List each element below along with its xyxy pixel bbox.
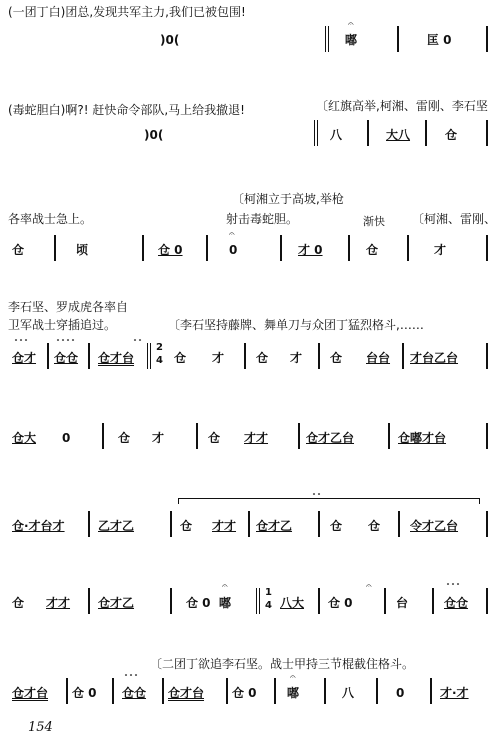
barline (486, 343, 488, 369)
note: 仓 0 (232, 686, 257, 700)
tremolo-dots: ˚˚ (133, 339, 143, 348)
note: 顷 (76, 243, 89, 257)
barline (486, 423, 488, 449)
note: 仓才乙 (256, 519, 293, 533)
barline (66, 678, 68, 704)
double-barline (256, 588, 260, 614)
note: 嘟 (345, 33, 358, 47)
note: 嘟 (219, 596, 232, 610)
note: 仓才台 (98, 351, 135, 365)
barline (486, 26, 488, 52)
barline (486, 511, 488, 537)
barline (376, 678, 378, 704)
fermata-icon: 𝄐 (348, 19, 354, 30)
note: 仓 (118, 431, 131, 445)
note: )0( (144, 128, 164, 142)
tremolo-dots: ˚˚ (312, 493, 322, 502)
note: 仓才 (12, 351, 37, 365)
note: 嘟 (287, 686, 300, 700)
note: 才台乙台 (410, 351, 459, 365)
note: 才才 (212, 519, 237, 533)
stage-direction-2: 〔柯湘立于高坡,举枪 (232, 192, 344, 206)
barline (88, 588, 90, 614)
barline (486, 120, 488, 146)
note: 仓 (366, 243, 379, 257)
barline (274, 678, 276, 704)
barline (384, 588, 386, 614)
note: 仓仓 (444, 596, 469, 610)
note: 才 (290, 351, 303, 365)
fermata-icon: 𝄐 (222, 581, 228, 592)
note: 才才 (46, 596, 71, 610)
note: 仓 0 (158, 243, 183, 257)
note: 仓·才台才 (12, 519, 65, 533)
note: 台台 (366, 351, 391, 365)
note: 令才乙台 (410, 519, 459, 533)
note: 才 (434, 243, 447, 257)
stage-direction-8: 〔李石坚持藤牌、舞单刀与众团丁猛烈格斗,…… (168, 318, 424, 332)
note: 仓 (174, 351, 187, 365)
fermata-icon: 𝄐 (366, 581, 372, 592)
note: 仓仓 (122, 686, 147, 700)
note: 仓 (180, 519, 193, 533)
note: 仓大 (12, 431, 37, 445)
barline (162, 678, 164, 704)
page-number: 154 (28, 720, 53, 735)
note: 仓 0 (72, 686, 97, 700)
stage-direction-6: 李石坚、罗成虎各率自 (8, 300, 129, 314)
time-sig-denominator: 4 (156, 355, 163, 366)
note: 才 (152, 431, 165, 445)
barline (112, 678, 114, 704)
note: 0 (229, 243, 238, 257)
note: 才才 (244, 431, 269, 445)
barline (47, 343, 49, 369)
note: 仓仓 (54, 351, 79, 365)
tie-end (178, 498, 179, 504)
barline (170, 511, 172, 537)
note: 仓 (12, 596, 25, 610)
barline (367, 120, 369, 146)
note: 台 (396, 596, 409, 610)
note: 八 (342, 686, 355, 700)
barline (206, 235, 208, 261)
barline (398, 511, 400, 537)
barline (142, 235, 144, 261)
barline (88, 511, 90, 537)
note: 乙才乙 (98, 519, 135, 533)
barline (388, 423, 390, 449)
barline (486, 235, 488, 261)
barline (244, 343, 246, 369)
fermata-icon: 𝄐 (290, 672, 296, 683)
barline (407, 235, 409, 261)
fermata-icon: 𝄐 (229, 229, 235, 240)
barline (280, 235, 282, 261)
tie-end (479, 498, 480, 504)
stage-direction-1: 〔红旗高举,柯湘、雷刚、李石坚 (316, 99, 488, 113)
note: 仓 (330, 519, 343, 533)
note: 仓嘟才台 (398, 431, 447, 445)
note: 0 (62, 431, 71, 445)
barline (430, 678, 432, 704)
note: 八大 (280, 596, 305, 610)
stage-text-2: (毒蛇胆白)啊?! 赶快命令部队,马上给我撤退! (8, 103, 245, 117)
tremolo-dots: ˚˚˚ (124, 674, 139, 683)
double-barline (325, 26, 329, 52)
note: 大八 (386, 128, 411, 142)
time-sig-numerator: 1 (265, 587, 272, 598)
barline (432, 588, 434, 614)
note: 仓才台 (168, 686, 205, 700)
note: 仓才乙 (98, 596, 135, 610)
note: 八 (330, 128, 343, 142)
barline (486, 588, 488, 614)
stage-text-1: (一团丁白)团总,发现共军主力,我们已被包围! (8, 5, 246, 19)
note: 才·才 (440, 686, 469, 700)
stage-direction-9: 〔二团丁欲追李石坚。战士甲持三节棍截住格斗。 (150, 657, 415, 671)
barline (318, 511, 320, 537)
double-barline (147, 343, 151, 369)
double-barline (314, 120, 318, 146)
note: )0( (160, 33, 180, 47)
barline (170, 588, 172, 614)
barline (102, 423, 104, 449)
tremolo-dots: ˚˚˚ (446, 583, 461, 592)
barline (54, 235, 56, 261)
barline (348, 235, 350, 261)
barline (248, 511, 250, 537)
barline (88, 343, 90, 369)
note: 仓 0 (328, 596, 353, 610)
barline (318, 588, 320, 614)
stage-direction-4: 射击毒蛇胆。 (226, 212, 299, 226)
note: 仓 (12, 243, 25, 257)
tremolo-dots: ˚˚˚˚ (56, 339, 76, 348)
note: 才 (212, 351, 225, 365)
note: 仓 (368, 519, 381, 533)
note: 才 0 (298, 243, 323, 257)
time-sig-denominator: 4 (265, 600, 272, 611)
note: 0 (396, 686, 405, 700)
barline (196, 423, 198, 449)
note: 仓 (330, 351, 343, 365)
stage-direction-5: 〔柯湘、雷刚、 (412, 212, 497, 226)
stage-direction-7: 卫军战士穿插追过。 (8, 318, 117, 332)
barline (425, 120, 427, 146)
barline (397, 26, 399, 52)
time-sig-numerator: 2 (156, 342, 163, 353)
note: 匡 0 (427, 33, 452, 47)
note: 仓 (256, 351, 269, 365)
note: 仓 (208, 431, 221, 445)
tempo-mark: 渐快 (363, 215, 385, 228)
barline (298, 423, 300, 449)
barline (402, 343, 404, 369)
barline (318, 343, 320, 369)
tremolo-dots: ˚˚˚ (14, 339, 29, 348)
stage-direction-3: 各率战士急上。 (8, 212, 93, 226)
barline (324, 678, 326, 704)
note: 仓 (445, 128, 458, 142)
barline (226, 678, 228, 704)
note: 仓 0 (186, 596, 211, 610)
note: 仓才乙台 (306, 431, 355, 445)
tie-line (178, 498, 480, 499)
note: 仓才台 (12, 686, 49, 700)
